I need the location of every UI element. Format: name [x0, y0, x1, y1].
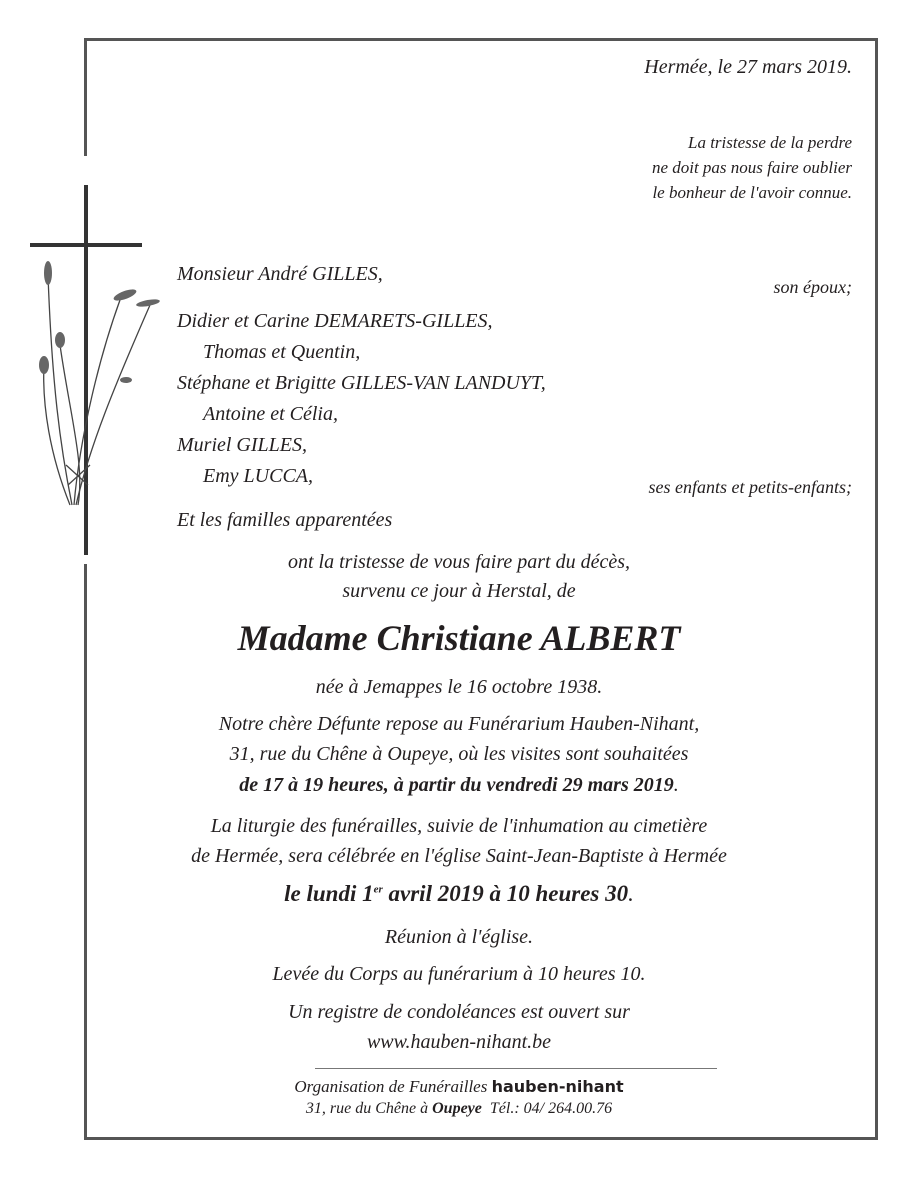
footer-divider [315, 1068, 717, 1069]
levee-line: Levée du Corps au funérarium à 10 heures 10. [272, 963, 646, 985]
repose-line: 31, rue du Chêne à Oupeye, où les visites sont souhaitées [229, 743, 689, 765]
family-member: Stéphane et Brigitte GILLES-VAN LANDUYT, [177, 372, 546, 394]
spouse-relation: son époux; [773, 277, 852, 297]
funeral-date: le lundi 1er avril 2019 à 10 heures 30. [284, 881, 634, 906]
family-member: Antoine et Célia, [203, 403, 338, 425]
register-url: www.hauben-nihant.be [366, 1031, 552, 1053]
visiting-hours: de 17 à 19 heures, à partir du vendredi 29 mars 2019. [239, 774, 679, 796]
brand-logo: hauben-nihant [491, 1077, 624, 1096]
family-member: Muriel GILLES, [177, 434, 307, 456]
family-member: Didier et Carine DEMARETS-GILLES, [177, 310, 493, 332]
deceased-name: Madame Christiane ALBERT [237, 618, 681, 658]
children-relation: ses enfants et petits-enfants; [648, 477, 852, 497]
repose-line: Notre chère Défunte repose au Funérarium Hauben-Nihant, [218, 713, 700, 735]
cross-with-wheat-icon [30, 185, 160, 555]
footer-address: 31, rue du Chêne à Oupeye Tél.: 04/ 264.00.76 [305, 1100, 613, 1117]
announce-line: survenu ce jour à Herstal, de [342, 580, 576, 602]
announce-line: ont la tristesse de vous faire part du décès, [288, 551, 630, 573]
register-line: Un registre de condoléances est ouvert sur [288, 1001, 630, 1023]
quote-line: La tristesse de la perdre [687, 133, 852, 152]
place-date: Hermée, le 27 mars 2019. [644, 56, 852, 78]
family-member: Emy LUCCA, [203, 465, 313, 487]
visiting-hours-text: de 17 à 19 heures, à partir du vendredi 29 mars 2019 [239, 774, 674, 796]
spouse-name: Monsieur André GILLES, [177, 263, 383, 285]
families-line: Et les familles apparentées [177, 509, 393, 531]
liturgy-line: de Hermée, sera célébrée en l'église Saint-Jean-Baptiste à Hermée [191, 845, 727, 867]
meeting-line: Réunion à l'église. [384, 926, 534, 948]
footer-org: Organisation de Funérailles hauben-nihant [294, 1077, 624, 1096]
family-member: Thomas et Quentin, [203, 341, 361, 363]
birth-line: née à Jemappes le 16 octobre 1938. [315, 676, 603, 698]
liturgy-line: La liturgie des funérailles, suivie de l'inhumation au cimetière [210, 815, 708, 837]
quote-line: le bonheur de l'avoir connue. [652, 183, 852, 202]
quote-line: ne doit pas nous faire oublier [651, 158, 852, 177]
